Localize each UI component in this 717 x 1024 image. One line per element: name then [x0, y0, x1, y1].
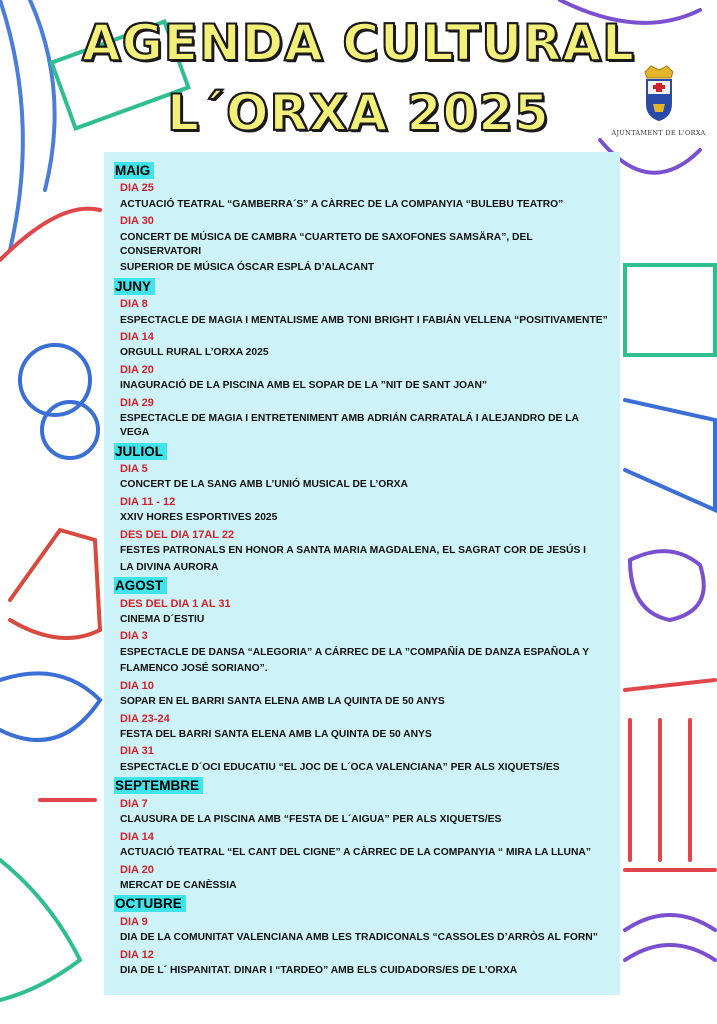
event-date: DIA 14 — [120, 830, 154, 843]
event-item — [114, 495, 614, 525]
month-heading: JUNY — [114, 278, 155, 295]
event-description: ESPECTACLE DE DANSA “ALEGORIA” A CÁRREC DE LA ”COMPAÑÍA DE DANZA ESPAÑOLA Y — [120, 646, 590, 658]
event-description: FESTA DEL BARRI SANTA ELENA AMB LA QUINTA DE 50 ANYS — [120, 729, 432, 740]
event-item — [114, 915, 614, 945]
event-description: DIA DE LA COMUNITAT VALENCIANA AMB LES TRADICONALS “CASSOLES D’ARRÒS AL FORN” — [120, 932, 598, 944]
event-description: MERCAT DE CANÈSSIA — [120, 879, 237, 891]
event-item — [114, 214, 614, 275]
month-section — [114, 162, 614, 275]
event-item — [114, 181, 614, 211]
event-description: CONCERT DE MÚSICA DE CAMBRA “CUARTETO DE SAXOFONES SAMSÄRA”, DEL CONSERVATORI — [120, 231, 533, 257]
event-description: ACTUACIÓ TEATRAL “EL CANT DEL CIGNE” A CÀRREC DE LA COMPANYIA “ MIRA LA LLUNA” — [120, 847, 591, 859]
event-item — [114, 712, 614, 742]
event-date: DES DEL DIA 17AL 22 — [120, 528, 235, 541]
event-date: DIA 20 — [120, 863, 154, 876]
agenda-list — [114, 162, 614, 981]
event-date: DIA 14 — [120, 330, 154, 343]
event-description: ESPECTACLE DE MAGIA I ENTRETENIMENT AMB ADRIÁN CARRATALÁ I ALEJANDRO DE LA VEGA — [120, 413, 579, 439]
event-description: ESPECTACLE DE MAGIA I MENTALISME AMB TONI BRIGHT I FABIÁN VELLENA “POSITIVAMENTE” — [120, 314, 608, 326]
event-item — [114, 363, 614, 393]
event-description: INAGURACIÓ DE LA PISCINA AMB EL SOPAR DE LA ”NIT DE SANT JOAN” — [120, 380, 488, 392]
month-heading: OCTUBRE — [114, 895, 186, 912]
month-heading: AGOST — [114, 577, 167, 594]
event-item — [114, 330, 614, 360]
event-date: DIA 8 — [120, 298, 148, 311]
event-item — [114, 744, 614, 774]
event-date: DIA 20 — [120, 363, 154, 376]
mask-decoration-left — [0, 673, 100, 740]
event-item — [114, 462, 614, 492]
event-date: DIA 7 — [120, 797, 148, 810]
event-item — [114, 629, 614, 676]
event-item — [114, 528, 614, 575]
month-section — [114, 895, 614, 978]
temple-decoration — [625, 680, 715, 870]
event-item — [114, 679, 614, 709]
event-item — [114, 948, 614, 978]
crest-label: AJUNTAMENT DE L'ORXA — [611, 129, 706, 137]
event-description: SUPERIOR DE MÚSICA ÓSCAR ESPLÁ D’ALACANT — [120, 262, 375, 274]
page-title-line2: L´ORXA 2025 — [167, 84, 550, 142]
event-date: DIA 29 — [120, 396, 154, 409]
event-date: DIA 25 — [120, 182, 154, 195]
fan-decoration-right — [625, 400, 715, 510]
event-date: DIA 10 — [120, 679, 154, 692]
fan-decoration — [0, 860, 80, 1000]
month-heading: JULIOL — [114, 443, 167, 460]
event-description: XXIV HORES ESPORTIVES 2025 — [120, 512, 278, 524]
month-section — [114, 443, 614, 575]
event-description: FLAMENCO JOSÉ SORIANO”. — [120, 663, 268, 675]
event-description: CINEMA D´ESTIU — [120, 613, 205, 625]
event-date: DIA 30 — [120, 215, 154, 228]
hat-decoration — [10, 530, 100, 638]
event-description: CONCERT DE LA SANG AMB L’UNIÓ MUSICAL DE L’ORXA — [120, 479, 408, 491]
event-date: DIA 3 — [120, 630, 148, 643]
music-notes-decoration-right — [625, 915, 715, 960]
event-description: FESTES PATRONALS EN HONOR A SANTA MARIA MAGDALENA, EL SAGRAT COR DE JESÚS I — [120, 545, 587, 557]
event-item — [114, 863, 614, 893]
event-description: ESPECTACLE D´OCI EDUCATIU “EL JOC DE L´OCA VALENCIANA” PER ALS XIQUETS/ES — [120, 761, 560, 773]
event-date: DIA 12 — [120, 948, 154, 961]
event-item — [114, 830, 614, 860]
event-description: ORGULL RURAL L’ORXA 2025 — [120, 347, 269, 359]
month-section — [114, 278, 614, 441]
event-date: DIA 5 — [120, 463, 148, 475]
event-description: CLAUSURA DE LA PISCINA AMB “FESTA DE L´AIGUA” PER ALS XIQUETS/ES — [120, 814, 502, 826]
event-item — [114, 597, 614, 627]
page-title-line1: AGENDA CULTURAL — [82, 14, 635, 72]
event-item — [114, 797, 614, 827]
event-description: DIA DE L´ HISPANITAT. DINAR I “TARDEO” AMB ELS CUIDADORS/ES DE L’ORXA — [120, 965, 518, 977]
event-date: DIA 9 — [120, 915, 148, 928]
month-section — [114, 577, 614, 775]
event-date: DES DEL DIA 1 AL 31 — [120, 597, 231, 610]
event-description: ACTUACIÓ TEATRAL “GAMBERRA´S” A CÀRREC DE LA COMPANYIA “BULEBU TEATRO” — [120, 198, 564, 210]
event-date: DIA 23-24 — [120, 712, 170, 725]
month-heading: SEPTEMBRE — [114, 777, 203, 794]
event-item — [114, 396, 614, 440]
ticket-decoration-right — [625, 265, 715, 355]
event-description: LA DIVINA AURORA — [120, 561, 219, 573]
event-description: SOPAR EN EL BARRI SANTA ELENA AMB LA QUINTA DE 50 ANYS — [120, 696, 445, 708]
vase-decoration — [630, 551, 704, 620]
event-item — [114, 297, 614, 327]
month-section — [114, 777, 614, 893]
town-crest — [606, 64, 711, 137]
crest-icon — [639, 64, 679, 124]
event-date: DIA 31 — [120, 745, 154, 758]
event-date: DIA 11 - 12 — [120, 495, 176, 508]
month-heading: MAIG — [114, 162, 154, 179]
